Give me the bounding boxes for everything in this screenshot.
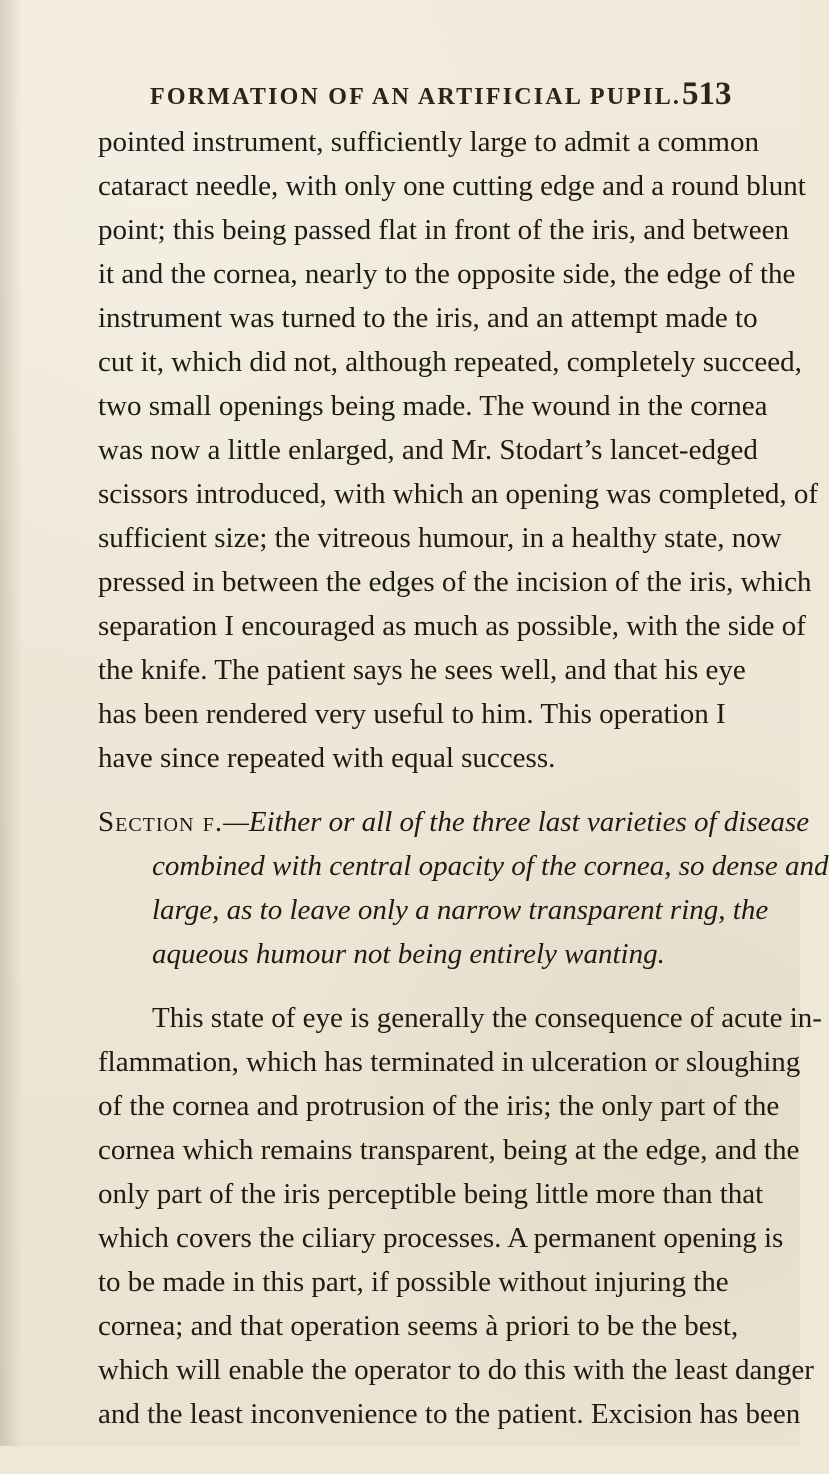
paragraph-line: This state of eye is generally the consequence of acute in- [152, 1002, 822, 1034]
paragraph-line: of the cornea and protrusion of the iris; the only part of the [98, 1090, 780, 1122]
section-label: Section f. [98, 806, 224, 838]
section-heading-line [98, 806, 810, 838]
paragraph-line: to be made in this part, if possible without injuring the [98, 1266, 729, 1298]
paragraph-line: and the least inconvenience to the patient. Excision has been [98, 1398, 801, 1430]
paragraph-line: instrument was turned to the iris, and an attempt made to [98, 302, 758, 334]
paragraph-line: two small openings being made. The wound in the cornea [98, 390, 768, 422]
paragraph-line: cornea; and that operation seems à priori to be the best, [98, 1310, 739, 1342]
page-edge-shadow [0, 0, 22, 1446]
page-number: 513 [682, 76, 732, 112]
section-description: —Either or all of the three last varieties of disease [223, 806, 810, 838]
paragraph-line: pointed instrument, sufficiently large to admit a common [98, 126, 759, 158]
section-line: aqueous humour not being entirely wanting. [152, 938, 665, 970]
paragraph-line: pressed in between the edges of the incision of the iris, which [98, 566, 812, 598]
paragraph-line: which will enable the operator to do this with the least danger [98, 1354, 814, 1386]
paragraph-line: it and the cornea, nearly to the opposite side, the edge of the [98, 258, 796, 290]
paragraph-line: has been rendered very useful to him. This operation I [98, 698, 726, 730]
paragraph-line: sufficient size; the vitreous humour, in a healthy state, now [98, 522, 782, 554]
paragraph-line: cataract needle, with only one cutting edge and a round blunt [98, 170, 806, 202]
paragraph-line: cornea which remains transparent, being at the edge, and the [98, 1134, 800, 1166]
paragraph-line: separation I encouraged as much as possible, with the side of [98, 610, 806, 642]
paragraph-line: scissors introduced, with which an opening was completed, of [98, 478, 819, 510]
paragraph-line: which covers the ciliary processes. A permanent opening is [98, 1222, 784, 1254]
paragraph-line: cut it, which did not, although repeated, completely succeed, [98, 346, 802, 378]
paragraph-line: was now a little enlarged, and Mr. Stodart’s lancet-edged [98, 434, 758, 466]
paragraph-line: flammation, which has terminated in ulceration or sloughing [98, 1046, 801, 1078]
running-header: FORMATION OF AN ARTIFICIAL PUPIL. [150, 84, 682, 110]
paragraph-line: only part of the iris perceptible being little more than that [98, 1178, 764, 1210]
paragraph-line: point; this being passed flat in front of the iris, and between [98, 214, 790, 246]
paragraph-line: have since repeated with equal success. [98, 742, 556, 774]
paragraph-line: the knife. The patient says he sees well, and that his eye [98, 654, 746, 686]
section-line: large, as to leave only a narrow transparent ring, the [152, 894, 769, 926]
section-line: combined with central opacity of the cornea, so dense and [152, 850, 829, 882]
